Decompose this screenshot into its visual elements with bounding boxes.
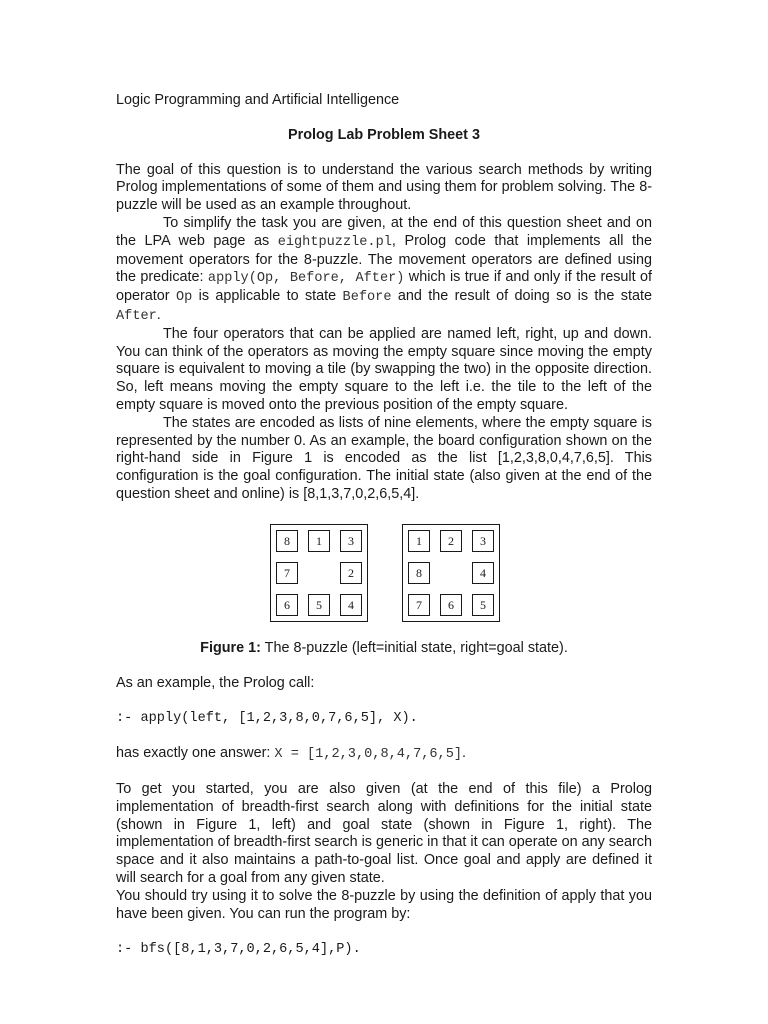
initial-state-board xyxy=(270,524,368,622)
example-code: :- apply(left, [1,2,3,8,0,7,6,5], X). xyxy=(116,711,418,727)
intro-paragraph-1: The goal of this question is to understand the various search methods by writing Prolog implementations of some of them and using them for problem solving. The 8-puzzle will be used as an example throughout. xyxy=(116,161,652,214)
puzzle-tile: 8 xyxy=(276,530,298,552)
figure-1 xyxy=(116,524,652,628)
before-code: Before xyxy=(342,290,392,306)
puzzle-tile: 1 xyxy=(408,530,430,552)
puzzle-tile: 5 xyxy=(308,594,330,616)
predicate-code: apply(Op, Before, After) xyxy=(207,271,405,287)
example-answer: has exactly one answer: X = [1,2,3,0,8,4,7,6,5]. xyxy=(116,745,467,763)
figure-caption: Figure 1: The 8-puzzle (left=initial state, right=goal state). xyxy=(200,639,568,656)
document-page xyxy=(116,92,652,959)
puzzle-tile: 7 xyxy=(408,594,430,616)
bfs-code: :- bfs([8,1,3,7,0,2,6,5,4],P). xyxy=(116,942,361,958)
example-lead: As an example, the Prolog call: xyxy=(116,674,315,691)
intro-paragraph-3: The four operators that can be applied are named left, right, up and down. You can think of the operators as moving the empty square since moving the empty square is equivalent to moving a tile (by swapping the two) in the opposite direction. So, left means moving the empty square to the left i.e. the tile to the left of the empty square is moved onto the previous position of the empty square. xyxy=(116,325,652,413)
course-name: Logic Programming and Artificial Intelligence xyxy=(116,92,400,108)
goal-state-board xyxy=(402,524,500,622)
sheet-title: Prolog Lab Problem Sheet 3 xyxy=(288,126,480,143)
puzzle-tile: 4 xyxy=(340,594,362,616)
answer-code: X = [1,2,3,0,8,4,7,6,5] xyxy=(274,747,463,763)
puzzle-tile: 5 xyxy=(472,594,494,616)
puzzle-tile: 3 xyxy=(340,530,362,552)
puzzle-tile: 2 xyxy=(340,562,362,584)
intro-paragraph-4: The states are encoded as lists of nine elements, where the empty square is represented by the number 0. As an example, the board configuration shown on the right-hand side in Figure 1 is encoded as the list [1,2,3,8,0,4,7,6,5]. This configuration is the goal configuration. The initial state (also given at the end of the question sheet and online) is [8,1,3,7,0,2,6,5,4]. xyxy=(116,414,652,502)
puzzle-tile: 4 xyxy=(472,562,494,584)
puzzle-tile: 8 xyxy=(408,562,430,584)
bfs-paragraph-1: To get you started, you are also given (at the end of this file) a Prolog implementation of breadth-first search along with definitions for the initial state (shown in Figure 1, left) and goal state (shown in Figure 1, right). The implementation of breadth-first search is generic in that it can operate on any search space and it also maintains a path-to-goal list. Once goal and apply are defined it will search for a goal from any given state. xyxy=(116,780,652,886)
puzzle-tile: 6 xyxy=(276,594,298,616)
puzzle-tile: 2 xyxy=(440,530,462,552)
intro-paragraph-2: To simplify the task you are given, at the end of this question sheet and on the LPA web page as eightpuzzle.pl, Prolog code that implements all the movement operators for the 8-puzzle. The movement operators are defined using the predicate: apply(Op, Before, After) which is true if and only if the result of operator Op is applicable to state Before and the result of doing so is the state After. xyxy=(116,214,652,324)
puzzle-tile: 6 xyxy=(440,594,462,616)
op-code: Op xyxy=(175,290,193,306)
puzzle-tile: 7 xyxy=(276,562,298,584)
bfs-paragraph-2: You should try using it to solve the 8-puzzle by using the definition of apply that you have been given. You can run the program by: xyxy=(116,887,652,922)
filename-code: eightpuzzle.pl xyxy=(277,234,392,250)
puzzle-tile: 1 xyxy=(308,530,330,552)
after-code: After xyxy=(116,308,157,324)
puzzle-tile: 3 xyxy=(472,530,494,552)
